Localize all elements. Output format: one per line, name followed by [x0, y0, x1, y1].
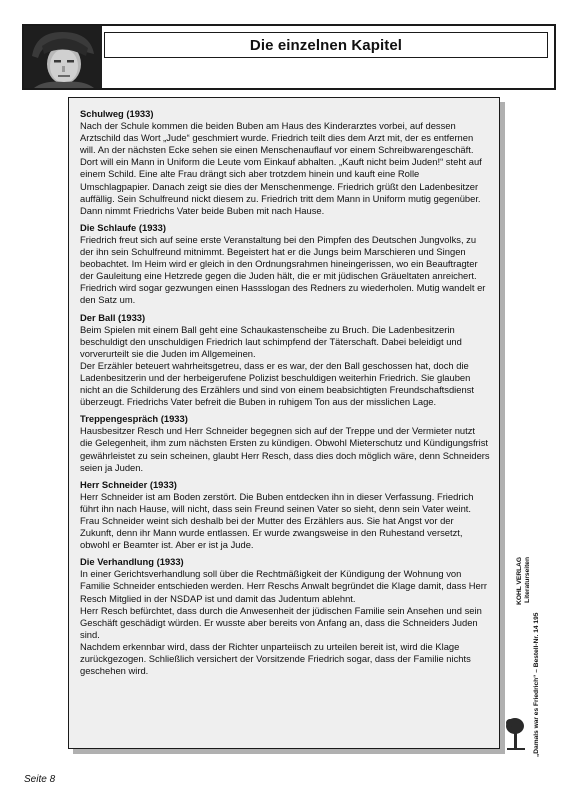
chapter-title: Herr Schneider (1933): [80, 478, 177, 490]
chapter-paragraph: Herr Schneider ist am Boden zerstört. Die Buben entdecken ihn in dieser Verfassung. Friedrich führt ihn nach Hause, will nicht, dass sein Freund seinen Vater so sieht, denn sein Vater weint. Frau Schneider weint sich deshalb bei der Mutter des Erzählers aus. Sie hat Angst vor der Zukunft, denn ihr Mann wurde entlassen. Er wurde zwangsweise in den Ruhestand versetzt, obwohl er Beamter ist. Aber er ist ja Jude.: [80, 490, 474, 551]
chapter-paragraph: Beim Spielen mit einem Ball geht eine Schaukastenscheibe zu Bruch. Die Ladenbesitzerin beschuldigt den unschuldigen Friedrich laut schimpfend der Täterschaft. Dabei beleidigt und vorverurteilt sie die Juden im Allgemeinen.: [80, 323, 462, 359]
chapter-title: Treppengespräch (1933): [80, 413, 188, 425]
series-name: Literaturseiten: [524, 557, 531, 603]
page-number: Seite 8: [24, 774, 56, 785]
chapter-paragraph: Herr Resch befürchtet, dass durch die Anwesenheit der jüdischen Familie sein Ansehen und sein Geschäft geschädigt würden. Er wusste aber bereits von Anfang an, dass die Schneiders Juden sind.: [80, 604, 482, 640]
order-number: – Bestell-Nr. 14 195: [533, 612, 540, 673]
chapter-section: [80, 222, 490, 307]
chapter-paragraph: Hausbesitzer Resch und Herr Schneider begegnen sich auf der Treppe und der Vermieter nutzt die Gelegenheit, ihm zum nächsten Ersten zu kündigen. Obwohl Mieterschutz und Kündigungsfrist gewährleistet zu sein scheinen, glaubt Herr Resch, dass dies doch möglich wäre, denn Schneiders seien ja Juden.: [80, 425, 490, 473]
header-portrait-image: [24, 26, 102, 88]
chapter-section: [80, 556, 490, 677]
chapter-title: Die Verhandlung (1933): [80, 556, 184, 568]
page-title: Die einzelnen Kapitel: [249, 36, 403, 54]
chapter-title: Die Schlaufe (1933): [80, 221, 166, 233]
chapter-section: [80, 312, 490, 409]
chapter-section: [80, 479, 490, 552]
chapter-section: [80, 108, 490, 217]
book-title: [531, 557, 542, 757]
publisher-logo-icon: [503, 714, 531, 754]
chapter-list: [80, 108, 490, 682]
header-title-box: [104, 32, 548, 58]
chapter-paragraph: In einer Gerichtsverhandlung soll über die Rechtmäßigkeit der Kündigung der Wohnung von Familie Schneider entschieden werden. Herr Reschs Anwalt begründet die Klage damit, dass Herr Resch Mitglied in der NSDAP ist und damit das Judentum ablehnt.: [80, 568, 487, 604]
chapter-title: Der Ball (1933): [80, 311, 146, 323]
chapter-paragraph: Friedrich freut sich auf seine erste Veranstaltung bei den Pimpfen des Deutschen Jungvolks, zu der ihn sein Schulfreund mitnimmt. Begeistert hat er die Jungs beim Marschieren und Singen beobachtet. Im Heim wird er gleich in den Ordnungsrahmen hineingerissen, wo ein Beauftragter der Gauleitung eine Hetzrede gegen die Juden hält, die er mit jüdischen Gräueltaten anreichert. Friedrich wird sogar gezwungen einen Hassslogan des Redners zu wiederholen. Mutig wandelt er den Satz um.: [80, 233, 486, 306]
chapter-paragraph: Der Erzähler beteuert wahrheitsgetreu, dass er es war, der den Ball geschossen hat, doch die Ladenbesitzerin und der herbeigerufene Polizist beschuldigen weiterhin Friedrich. Sie glauben nicht an die Schilderung des Erzählers und sind von einem beabsichtigten Freundschaftsdienst überzeugt. Friedrichs Vater befreit die Buben in ruhigem Ton aus der misslichen Lage.: [80, 359, 474, 408]
chapter-paragraph: Nach der Schule kommen die beiden Buben am Haus des Kinderarztes vorbei, auf dessen Arztschild das Wort „Jude“ geschmiert wurde. Friedrich teilt dies dem Arzt mit, der es entfernen will. An der nächsten Ecke sehen sie einen Menschenauflauf vor einem Schreibwarengeschäft. Dort will ein Mann in Uniform die Leute vom Einkauf abhalten. „Kauft nicht beim Juden!“ steht auf einem Schild. Eine alte Frau drängt sich aber trotzdem hinein und kauft eine Rolle Umschlagpapier. Danach zeigt sie dies der Menschenmenge. Friedrich grüßt den Ladenbesitzer auffällig. Sein Schulfreund nickt diesem zu. Friedrich tritt dem Mann in Uniform mutig gegenüber. Dann nimmt Friedrichs Vater beide Buben mit nach Hause.: [80, 120, 482, 216]
chapter-title: Schulweg (1933): [80, 108, 154, 119]
book-name: „Damals war es Friedrich“: [533, 674, 540, 757]
chapter-paragraph: Nachdem erkennbar wird, dass der Richter unparteiisch zu urteilen bereit ist, wird die Klage zurückgezogen. Schließlich versichert der Vorsitzende Friedrich sogar, dass der Familie nichts geschehen wird.: [80, 640, 471, 677]
chapter-section: [80, 413, 490, 473]
publisher-name: KOHL VERLAG: [516, 557, 523, 605]
